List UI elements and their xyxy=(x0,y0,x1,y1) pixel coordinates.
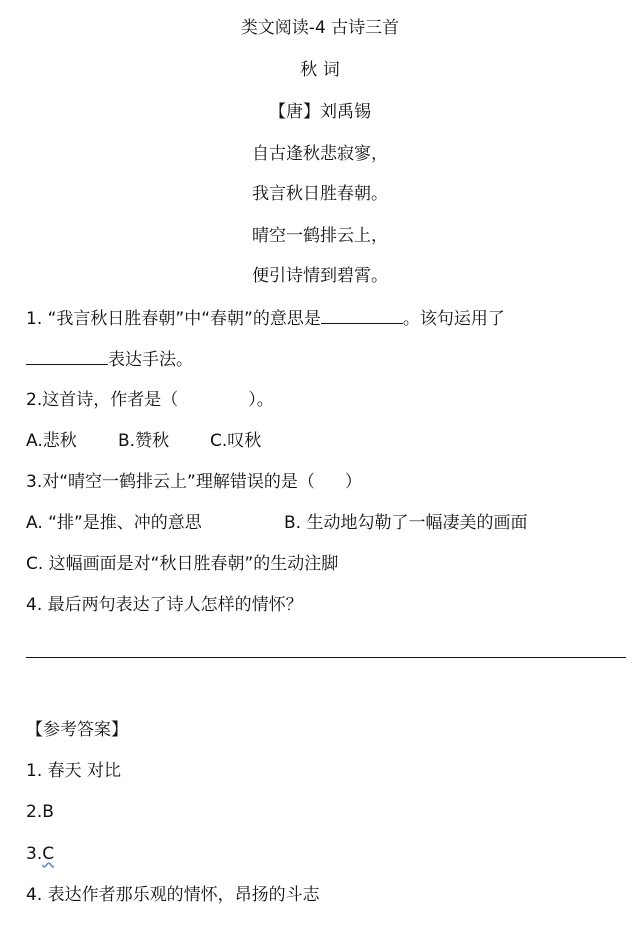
question-3 xyxy=(26,471,362,493)
question-1-cont xyxy=(26,348,193,371)
answer-1: 1. 春天 对比 xyxy=(26,761,122,781)
poem-line-4: 便引诗情到碧霄。 xyxy=(252,266,388,286)
question-4: 4. 最后两句表达了诗人怎样的情怀？ xyxy=(26,595,303,615)
question-3-option-c[interactable]: C. 这幅画面是对“秋日胜春朝”的生动注脚 xyxy=(26,554,339,574)
question-3-option-a[interactable]: A. “排”是推、冲的意思 xyxy=(26,513,202,533)
answer-2: 2.B xyxy=(26,802,54,822)
question-1-blank-1[interactable] xyxy=(321,307,403,324)
question-1-mid: 。该句运用了 xyxy=(402,309,505,329)
question-2-option-a[interactable]: A.悲秋 xyxy=(26,431,77,451)
answer-4: 4. 表达作者那乐观的情怀，昂扬的斗志 xyxy=(26,885,320,905)
question-4-answer-line[interactable] xyxy=(26,657,626,658)
answer-3-value: C xyxy=(42,844,55,864)
question-1-prefix: 1. “我言秋日胜春朝”中“春朝”的意思是 xyxy=(26,309,321,329)
poem-line-1: 自古逢秋悲寂寥， xyxy=(252,144,388,164)
question-2-text: 2.这首诗，作者是（ xyxy=(26,390,179,410)
answer-3 xyxy=(26,843,54,865)
question-2-option-c[interactable]: C.叹秋 xyxy=(210,431,262,451)
question-2-option-b[interactable]: B.赞秋 xyxy=(118,431,170,451)
question-3-text: 3.对“晴空一鹤排云上”理解错误的是（ xyxy=(26,472,315,492)
question-1 xyxy=(26,307,505,330)
poem-line-2: 我言秋日胜春朝。 xyxy=(252,184,388,204)
document-header: 类文阅读-4 古诗三首 xyxy=(240,18,400,38)
poem-line-3: 晴空一鹤排云上， xyxy=(252,226,388,246)
question-3-close: ） xyxy=(344,472,362,492)
question-3-options-ab xyxy=(26,512,527,534)
answer-3-number: 3. xyxy=(26,844,43,864)
question-1-blank-2[interactable] xyxy=(26,348,108,365)
answers-heading: 【参考答案】 xyxy=(26,720,128,740)
poem-title: 秋 词 xyxy=(300,60,340,80)
question-2 xyxy=(26,389,274,411)
poem-author: 【唐】刘禹锡 xyxy=(269,102,371,122)
question-3-option-b[interactable]: B. 生动地勾勒了一幅凄美的画面 xyxy=(284,513,528,533)
question-1-suffix: 表达手法。 xyxy=(108,350,193,370)
question-2-options xyxy=(26,430,261,452)
question-2-close: ）。 xyxy=(248,390,274,410)
